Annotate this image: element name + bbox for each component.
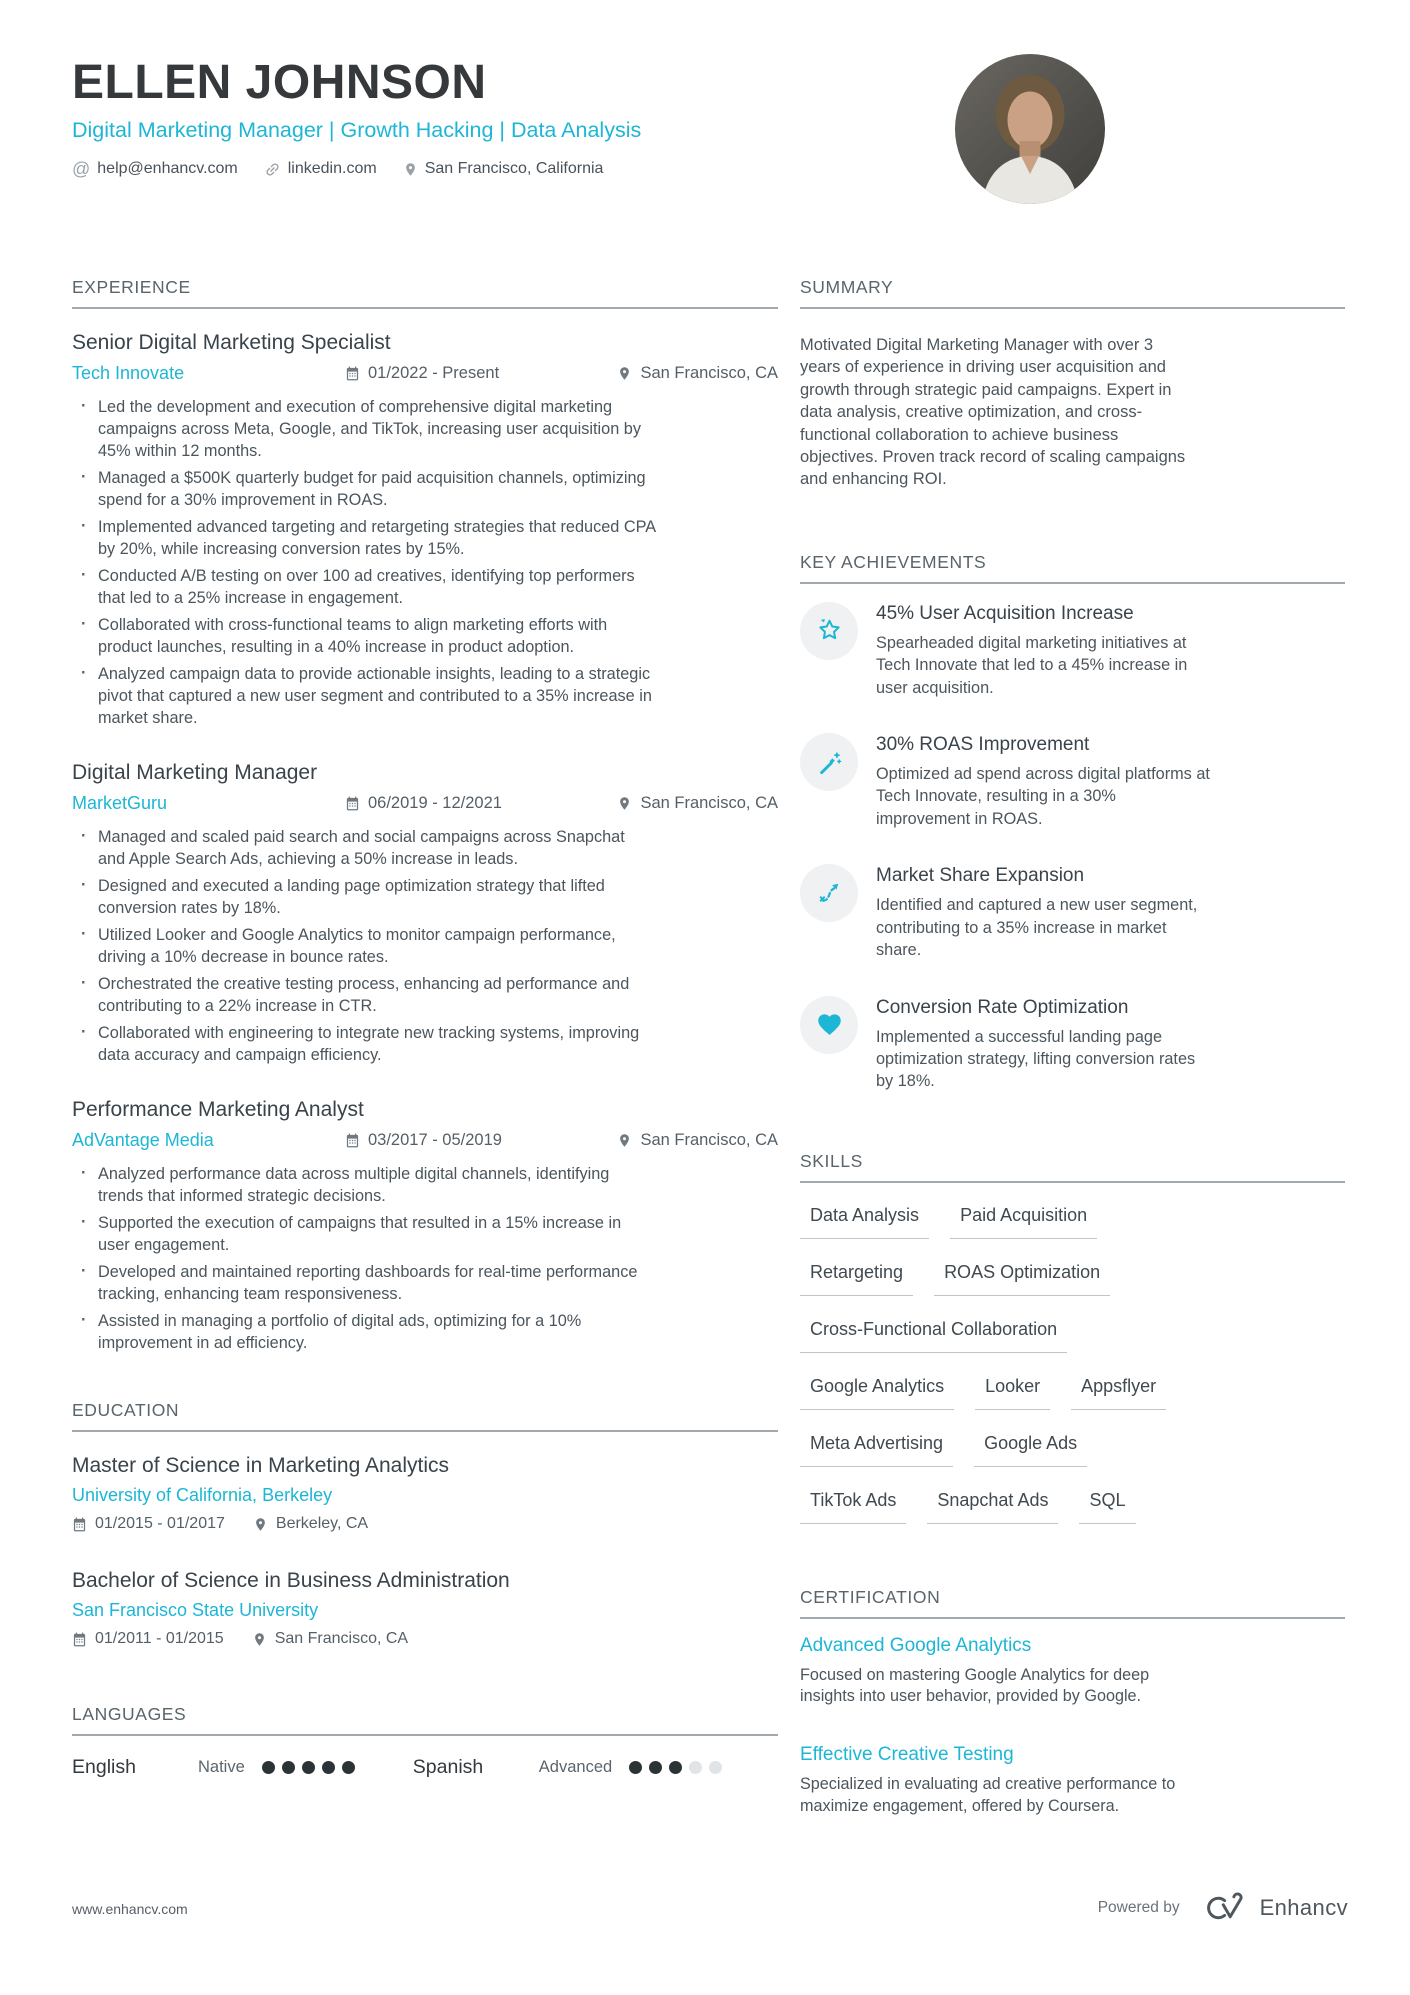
email-item[interactable] [72,160,238,178]
company-name: AdVantage Media [72,1130,214,1150]
certification-description: Focused on mastering Google Analytics for deep insights into user behavior, provided by Google. [800,1665,1150,1706]
person-name: ELLEN JOHNSON [72,56,487,109]
achievement-item [800,602,1345,699]
job-location: San Francisco, CA [617,364,778,383]
skills-heading: SKILLS [800,1150,1345,1183]
language-item [413,1756,722,1779]
achievement-description: Optimized ad spend across digital platforms at Tech Innovate, resulting in a 30% improvement in ROAS. [876,765,1210,828]
proficiency-dot [689,1761,702,1774]
email-text[interactable]: help@enhancv.com [97,160,238,178]
degree-title: Bachelor of Science in Business Administration [72,1569,510,1592]
job-entry [72,329,778,729]
bullet: · Developed and maintained reporting dashboards for real-time performance tracking, enhancing team responsiveness. [72,1261,656,1305]
education-dates: 01/2015 - 01/2017 [72,1515,225,1533]
education-entry [72,1567,778,1648]
language-name: English [72,1756,136,1778]
linkedin-item[interactable] [264,160,377,178]
contact-row [72,160,641,178]
skills-section [800,1150,1345,1524]
enhancv-logo-icon [1195,1892,1245,1924]
education-meta [72,1515,778,1533]
skill-rows [800,1205,1345,1524]
proficiency-dot [262,1761,275,1774]
school-name: San Francisco State University [72,1600,319,1620]
job-location: San Francisco, CA [617,1131,778,1150]
job-bullets [72,1163,656,1354]
location-item [403,160,604,178]
bullet: · Analyzed campaign data to provide actionable insights, leading to a strategic pivot that captured a new user segment and contributed to a 35% increase in market share. [72,663,656,729]
job-meta [72,1130,778,1151]
achievement-body [876,864,1212,961]
brand-name[interactable]: Enhancv [1259,1895,1348,1920]
bullet: · Orchestrated the creative testing process, enhancing ad performance and contributing to a 22% increase in CTR. [72,973,656,1017]
job-title: Performance Marketing Analyst [72,1098,364,1121]
location-pin-icon [617,1133,632,1148]
job-title: Digital Marketing Manager [72,761,318,784]
education-section [72,1399,778,1648]
resume-header [72,58,641,178]
star-icon [800,602,858,660]
proficiency-dot [322,1761,335,1774]
bullet: · Managed and scaled paid search and social campaigns across Snapchat and Apple Search Ads, achieving a 50% increase in leads. [72,826,656,870]
bullet: · Managed a $500K quarterly budget for paid acquisition channels, optimizing spend for a 30% improvement in ROAS. [72,467,656,511]
left-column [72,276,778,1779]
magic-wand-icon [800,733,858,791]
profile-photo [955,54,1105,204]
calendar-icon [345,366,360,381]
languages-row [72,1756,778,1779]
languages-section [72,1703,778,1779]
summary-text: Motivated Digital Marketing Manager with over 3 years of experience in driving user acquisition and growth through strategic paid campaigns. Expert in data analysis, creative optimization, and cross-functional collaboration to achieve business objectives. Proven track record of scaling campaigns and enhancing ROI. [800,336,1186,489]
education-meta [72,1630,778,1648]
skill-tag: Meta Advertising [800,1433,953,1467]
skill-tag: Data Analysis [800,1205,929,1239]
proficiency-dots [629,1761,722,1774]
achievement-description: Identified and captured a new user segment, contributing to a 35% increase in market share. [876,896,1198,960]
education-heading: EDUCATION [72,1399,778,1432]
proficiency-dot [629,1761,642,1774]
education-dates: 01/2011 - 01/2015 [72,1630,224,1648]
person-headline: Digital Marketing Manager | Growth Hacking | Data Analysis [72,118,642,143]
certification-heading: CERTIFICATION [800,1586,1345,1619]
skill-row [800,1490,1345,1524]
language-level: Advanced [538,1758,613,1776]
proficiency-dot [649,1761,662,1774]
skill-tag: Appsflyer [1071,1376,1166,1410]
skill-row [800,1376,1345,1410]
linkedin-text[interactable]: linkedin.com [287,160,377,178]
location-pin-icon [252,1632,267,1647]
achievement-title: Conversion Rate Optimization [876,996,1129,1018]
bullet: · Conducted A/B testing on over 100 ad creatives, identifying top performers that led to a 25% increase in engagement. [72,565,656,609]
bullet: · Utilized Looker and Google Analytics to monitor campaign performance, driving a 10% decrease in bounce rates. [72,924,656,968]
job-dates: 01/2022 - Present [345,364,499,383]
calendar-icon [72,1632,87,1647]
skill-tag: ROAS Optimization [934,1262,1110,1296]
achievement-title: 45% User Acquisition Increase [876,602,1134,624]
calendar-icon [345,1133,360,1148]
calendar-icon [345,796,360,811]
achievement-body [876,602,1212,699]
certification-title: Effective Creative Testing [800,1743,1014,1765]
bullet: · Collaborated with cross-functional teams to align marketing efforts with product launches, resulting in a 40% increase in product adoption. [72,614,656,658]
skill-row [800,1319,1345,1353]
location-pin-icon [617,366,632,381]
school-name: University of California, Berkeley [72,1485,333,1505]
right-column [800,276,1345,1817]
location-pin-icon [403,162,418,177]
company-name: Tech Innovate [72,363,185,383]
skill-row [800,1433,1345,1467]
skill-tag: Paid Acquisition [950,1205,1097,1239]
job-meta [72,363,778,384]
skill-tag: Retargeting [800,1262,913,1296]
bullet: · Assisted in managing a portfolio of digital ads, optimizing for a 10% improvement in ad efficiency. [72,1310,656,1354]
achievement-description: Implemented a successful landing page optimization strategy, lifting conversion rates by 18%. [876,1027,1196,1091]
job-entry [72,759,778,1066]
achievement-title: 30% ROAS Improvement [876,734,1090,756]
calendar-icon [72,1517,87,1532]
language-name: Spanish [412,1756,484,1778]
job-meta [72,793,778,814]
degree-title: Master of Science in Marketing Analytics [72,1454,449,1477]
location-pin-icon [253,1517,268,1532]
powered-by [1098,1892,1348,1924]
bullet: · Designed and executed a landing page optimization strategy that lifted conversion rates by 18%. [72,875,656,919]
education-location: San Francisco, CA [252,1630,408,1648]
proficiency-dot [669,1761,682,1774]
proficiency-dot [709,1761,722,1774]
link-icon [264,161,281,178]
job-entry [72,1096,778,1354]
education-entry [72,1452,778,1533]
website-link[interactable]: www.enhancv.com [72,1901,188,1917]
bullet: · Led the development and execution of comprehensive digital marketing campaigns across Meta, Google, and TikTok, increasing user acquisition by 45% within 12 months. [72,396,656,462]
languages-heading: LANGUAGES [72,1703,778,1736]
certification-item [800,1744,1345,1817]
achievements-section [800,551,1345,1093]
certification-item [800,1635,1345,1708]
skill-tag: TikTok Ads [800,1490,906,1524]
skill-tag: Cross-Functional Collaboration [800,1319,1067,1353]
achievement-item [800,864,1345,961]
summary-heading: SUMMARY [800,276,1345,309]
experience-section [72,276,778,1354]
bullet: · Collaborated with engineering to integrate new tracking systems, improving data accuracy and campaign efficiency. [72,1022,656,1066]
proficiency-dot [302,1761,315,1774]
heart-icon [800,996,858,1054]
certification-title: Advanced Google Analytics [800,1634,1032,1656]
bullet: · Analyzed performance data across multiple digital channels, identifying trends that informed strategic decisions. [72,1163,656,1207]
language-item [72,1756,355,1779]
proficiency-dot [342,1761,355,1774]
strategy-path-icon [800,864,858,922]
bullet: · Implemented advanced targeting and retargeting strategies that reduced CPA by 20%, while increasing conversion rates by 15%. [72,516,656,560]
summary-section [800,276,1345,491]
achievements-heading: KEY ACHIEVEMENTS [800,551,1345,584]
skill-row [800,1205,1345,1239]
achievement-description: Spearheaded digital marketing initiatives at Tech Innovate that led to a 45% increase in user acquisition. [876,633,1188,697]
job-dates: 06/2019 - 12/2021 [345,794,502,813]
proficiency-dots [262,1761,355,1774]
bullet: · Supported the execution of campaigns that resulted in a 15% increase in user engagement. [72,1212,656,1256]
proficiency-dot [282,1761,295,1774]
achievement-title: Market Share Expansion [876,865,1085,887]
achievement-body [876,733,1212,830]
email-icon: @ [72,159,91,180]
job-bullets [72,396,656,729]
education-location: Berkeley, CA [253,1515,368,1533]
job-dates: 03/2017 - 05/2019 [345,1131,502,1150]
skill-tag: Looker [975,1376,1050,1410]
skill-tag: Google Ads [974,1433,1087,1467]
skill-tag: Snapchat Ads [927,1490,1058,1524]
experience-heading: EXPERIENCE [72,276,778,309]
location-text: San Francisco, California [424,160,604,178]
certification-section [800,1586,1345,1817]
achievement-item [800,733,1345,830]
location-pin-icon [617,796,632,811]
skill-tag: SQL [1079,1490,1135,1524]
company-name: MarketGuru [72,793,168,813]
skill-row [800,1262,1345,1296]
job-title: Senior Digital Marketing Specialist [72,331,391,354]
job-bullets [72,826,656,1066]
achievement-item [800,996,1345,1093]
skill-tag: Google Analytics [800,1376,954,1410]
powered-by-label: Powered by [1097,1899,1180,1916]
certification-description: Specialized in evaluating ad creative performance to maximize engagement, offered by Coursera. [800,1774,1176,1815]
achievement-body [876,996,1212,1093]
avatar-illustration [955,54,1105,204]
language-level: Native [198,1758,245,1776]
job-location: San Francisco, CA [617,794,778,813]
